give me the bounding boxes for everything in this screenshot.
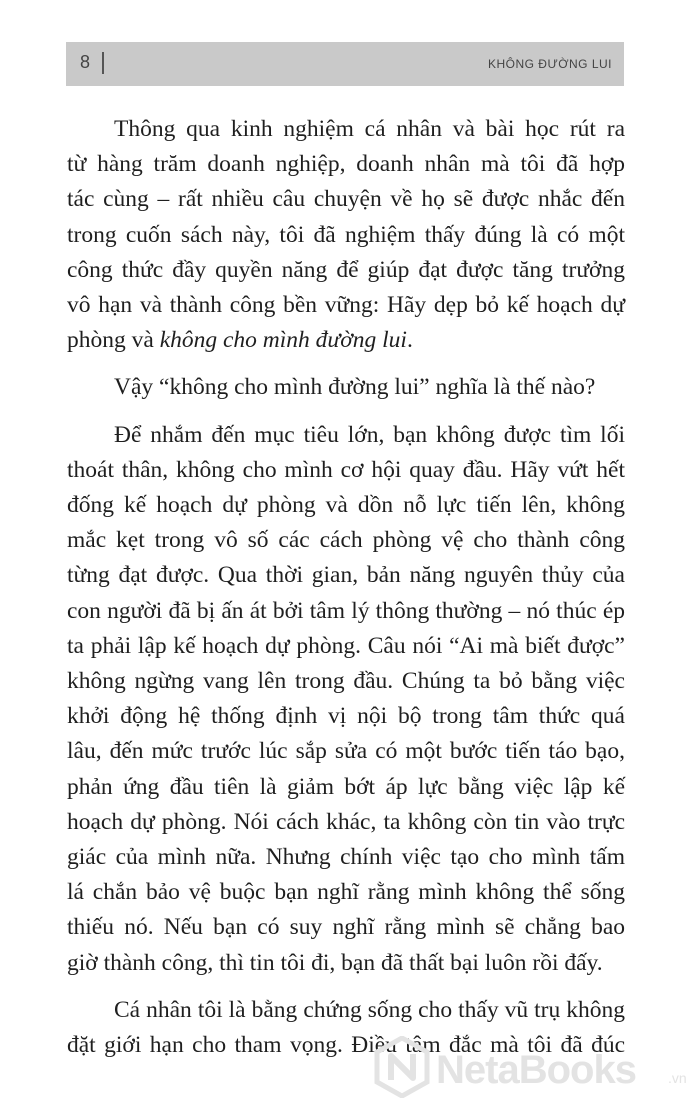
text-line: vô hạn và thành công bền vững: Hãy dẹp bỏ kế hoạch dự (67, 292, 625, 319)
text-line: từ hàng trăm doanh nghiệp, doanh nhân mà tôi đã hợp (67, 151, 625, 178)
text-line: lá chắn bảo vệ buộc bạn nghĩ rằng mình không thể sống (67, 879, 625, 906)
running-title: KHÔNG ĐƯỜNG LUI (487, 57, 612, 71)
text-line: mắc kẹt trong vô số các cách phòng vệ cho thành công (67, 527, 625, 554)
text-line: giác của mình nữa. Nhưng chính việc tạo cho mình tấm (67, 844, 625, 871)
text-line: đặt giới hạn cho tham vọng. Điều tâm đắc mà tôi đã đúc (67, 1032, 625, 1059)
watermark-suffix: .vn (668, 1070, 687, 1086)
italic-phrase: không cho mình đường lui (159, 327, 407, 354)
paragraph-1 (67, 112, 625, 358)
text-line: Để nhắm đến mục tiêu lớn, bạn không được tìm lối (114, 421, 625, 448)
text-line: thiếu nó. Nếu bạn có suy nghĩ rằng mình sẽ chẳng bao (67, 914, 625, 941)
paragraph-3 (67, 418, 625, 981)
text-line: ta phải lập kế hoạch dự phòng. Câu nói “Ai mà biết được” (67, 632, 625, 659)
text-line: Thông qua kinh nghiệm cá nhân và bài học rút ra (114, 116, 625, 142)
text-line: công thức đầy quyền năng để giúp đạt được tăng trưởng (67, 256, 625, 283)
text-line: con người đã bị ấn át bởi tâm lý thông thường – nó thúc ép (67, 597, 625, 624)
text-line: tác cùng – rất nhiều câu chuyện về họ sẽ được nhắc đến (67, 186, 625, 213)
text-line: đống kế hoạch dự phòng và dồn nỗ lực tiến lên, không (67, 492, 625, 519)
text-line: Vậy “không cho mình đường lui” nghĩa là thế nào? (114, 374, 596, 401)
text-run: phòng và (67, 327, 160, 354)
text-line: hoạch dự phòng. Nói cách khác, ta không còn tin vào trực (67, 808, 625, 835)
page-number: 8 (80, 52, 91, 72)
text-line: trong cuốn sách này, tôi đã nghiệm thấy đúng là có một (67, 221, 625, 248)
page-header (66, 42, 624, 86)
text-line (67, 323, 625, 358)
text-line: lâu, đến mức trước lúc sắp sửa có một bước tiến táo bạo, (67, 738, 625, 765)
text-line: khởi động hệ thống định vị nội bộ trong tâm thức quá (67, 703, 625, 730)
watermark-brand: NetaBooks (436, 1048, 636, 1092)
text-line: thoát thân, không cho mình cơ hội quay đầu. Hãy vứt hết (67, 456, 625, 483)
header-divider (102, 52, 104, 74)
text-line: không ngừng vang lên trong đầu. Chúng ta bỏ bằng việc (67, 668, 625, 695)
paragraph-2 (67, 370, 625, 405)
page-body (67, 112, 625, 1075)
netabooks-watermark (372, 1030, 692, 1110)
text-run: . (406, 327, 413, 354)
text-line: phản ứng đầu tiên là giảm bớt áp lực bằng việc lập kế (67, 773, 625, 800)
text-line: từng đạt được. Qua thời gian, bản năng nguyên thủy của (67, 562, 625, 589)
text-line: giờ thành công, thì tin tôi đi, bạn đã thất bại luôn rồi đấy. (67, 949, 603, 976)
netabooks-logo-icon (374, 1036, 430, 1098)
text-line: Cá nhân tôi là bằng chứng sống cho thấy vũ trụ không (114, 996, 625, 1023)
